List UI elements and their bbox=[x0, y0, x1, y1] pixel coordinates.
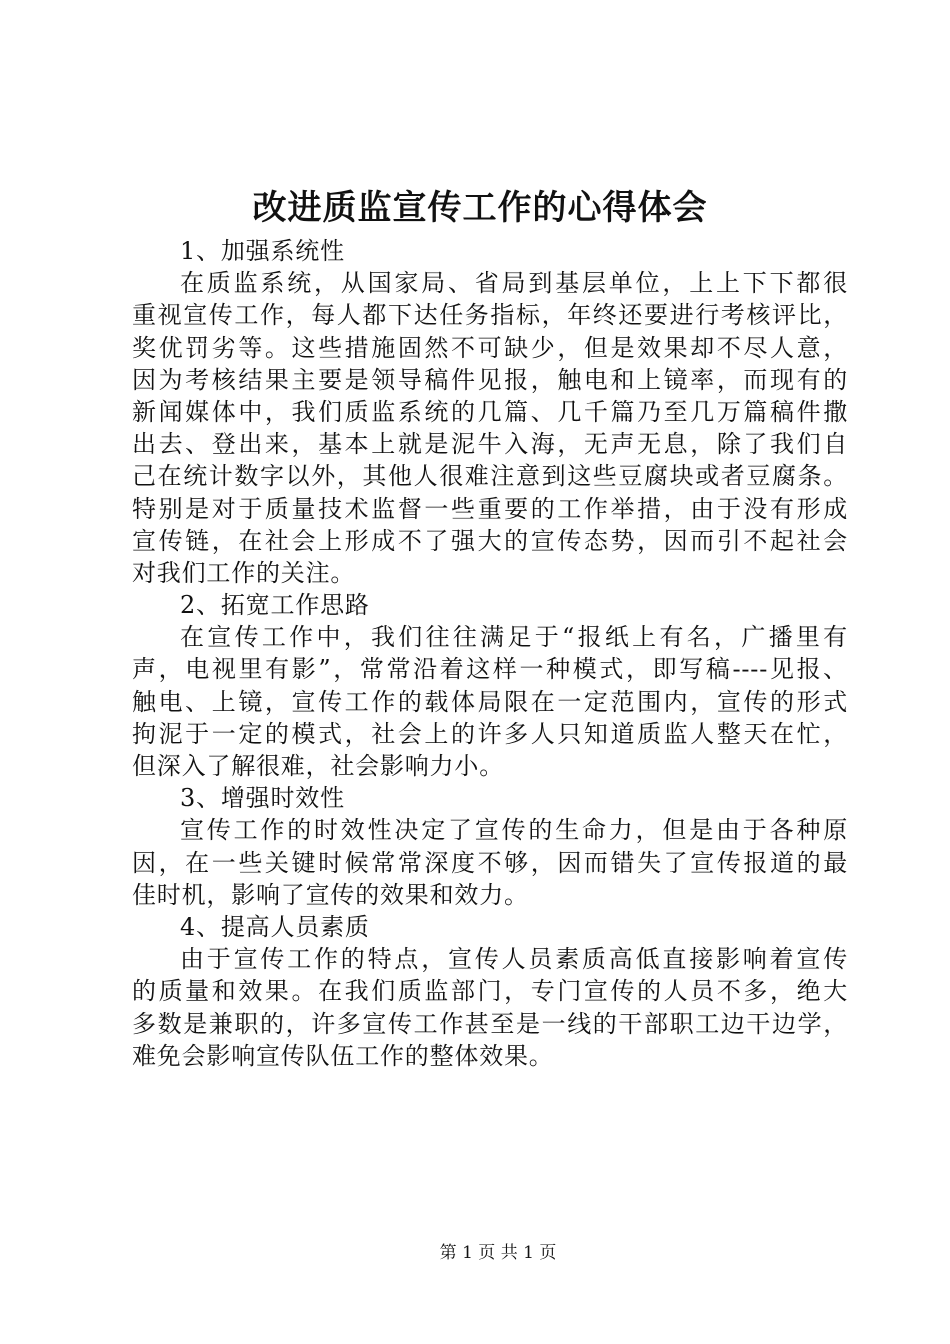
paragraph-line: 触电、上镜，宣传工作的载体局限在一定范围内，宣传的形式 bbox=[132, 687, 848, 716]
paragraph-line: 因为考核结果主要是领导稿件见报，触电和上镜率，而现有的 bbox=[132, 365, 848, 394]
document-title: 改进质监宣传工作的心得体会 bbox=[252, 188, 708, 228]
page-footer: 第 1 页 共 1 页 bbox=[439, 1243, 557, 1263]
paragraph-line: 出去、登出来，基本上就是泥牛入海，无声无息，除了我们自 bbox=[132, 430, 848, 459]
paragraph-line: 但深入了解很难，社会影响力小。 bbox=[132, 752, 504, 780]
section-heading-1: 1、加强系统性 bbox=[180, 237, 345, 265]
paragraph-line: 由于宣传工作的特点，宣传人员素质高低直接影响着宣传 bbox=[180, 945, 848, 974]
section-heading-2: 2、拓宽工作思路 bbox=[180, 591, 370, 620]
paragraph-line: 在宣传工作中，我们往往满足于“报纸上有名，广播里有 bbox=[180, 623, 848, 652]
paragraph-line: 因，在一些关键时候常常深度不够，因而错失了宣传报道的最 bbox=[132, 848, 848, 877]
document-body bbox=[132, 235, 848, 1072]
paragraph-line: 声，电视里有影”，常常沿着这样一种模式，即写稿----见报、 bbox=[132, 655, 848, 684]
paragraph-line: 宣传工作的时效性决定了宣传的生命力，但是由于各种原 bbox=[180, 816, 848, 845]
paragraph-line: 多数是兼职的，许多宣传工作甚至是一线的干部职工边干边学， bbox=[132, 1009, 848, 1038]
paragraph-line: 己在统计数字以外，其他人很难注意到这些豆腐块或者豆腐条。 bbox=[132, 462, 848, 491]
paragraph-line: 重视宣传工作，每人都下达任务指标，年终还要进行考核评比， bbox=[132, 301, 848, 330]
paragraph-line: 难免会影响宣传队伍工作的整体效果。 bbox=[132, 1041, 554, 1070]
paragraph-line: 特别是对于质量技术监督一些重要的工作举措，由于没有形成 bbox=[132, 494, 848, 523]
paragraph-line: 新闻媒体中，我们质监系统的几篇、几千篇乃至几万篇稿件撒 bbox=[132, 397, 848, 426]
paragraph-line: 奖优罚劣等。这些措施固然不可缺少，但是效果却不尽人意， bbox=[132, 333, 848, 362]
section-heading-4: 4、提高人员素质 bbox=[180, 912, 370, 941]
paragraph-line: 在质监系统，从国家局、省局到基层单位，上上下下都很 bbox=[180, 269, 848, 298]
section-heading-3: 3、增强时效性 bbox=[180, 784, 345, 813]
paragraph-line: 宣传链，在社会上形成不了强大的宣传态势，因而引不起社会 bbox=[132, 526, 848, 555]
paragraph-line: 的质量和效果。在我们质监部门，专门宣传的人员不多，绝大 bbox=[132, 977, 848, 1006]
paragraph-line: 对我们工作的关注。 bbox=[132, 558, 356, 587]
paragraph-line: 佳时机，影响了宣传的效果和效力。 bbox=[132, 880, 529, 909]
paragraph-line: 拘泥于一定的模式，社会上的许多人只知道质监人整天在忙， bbox=[132, 719, 848, 748]
